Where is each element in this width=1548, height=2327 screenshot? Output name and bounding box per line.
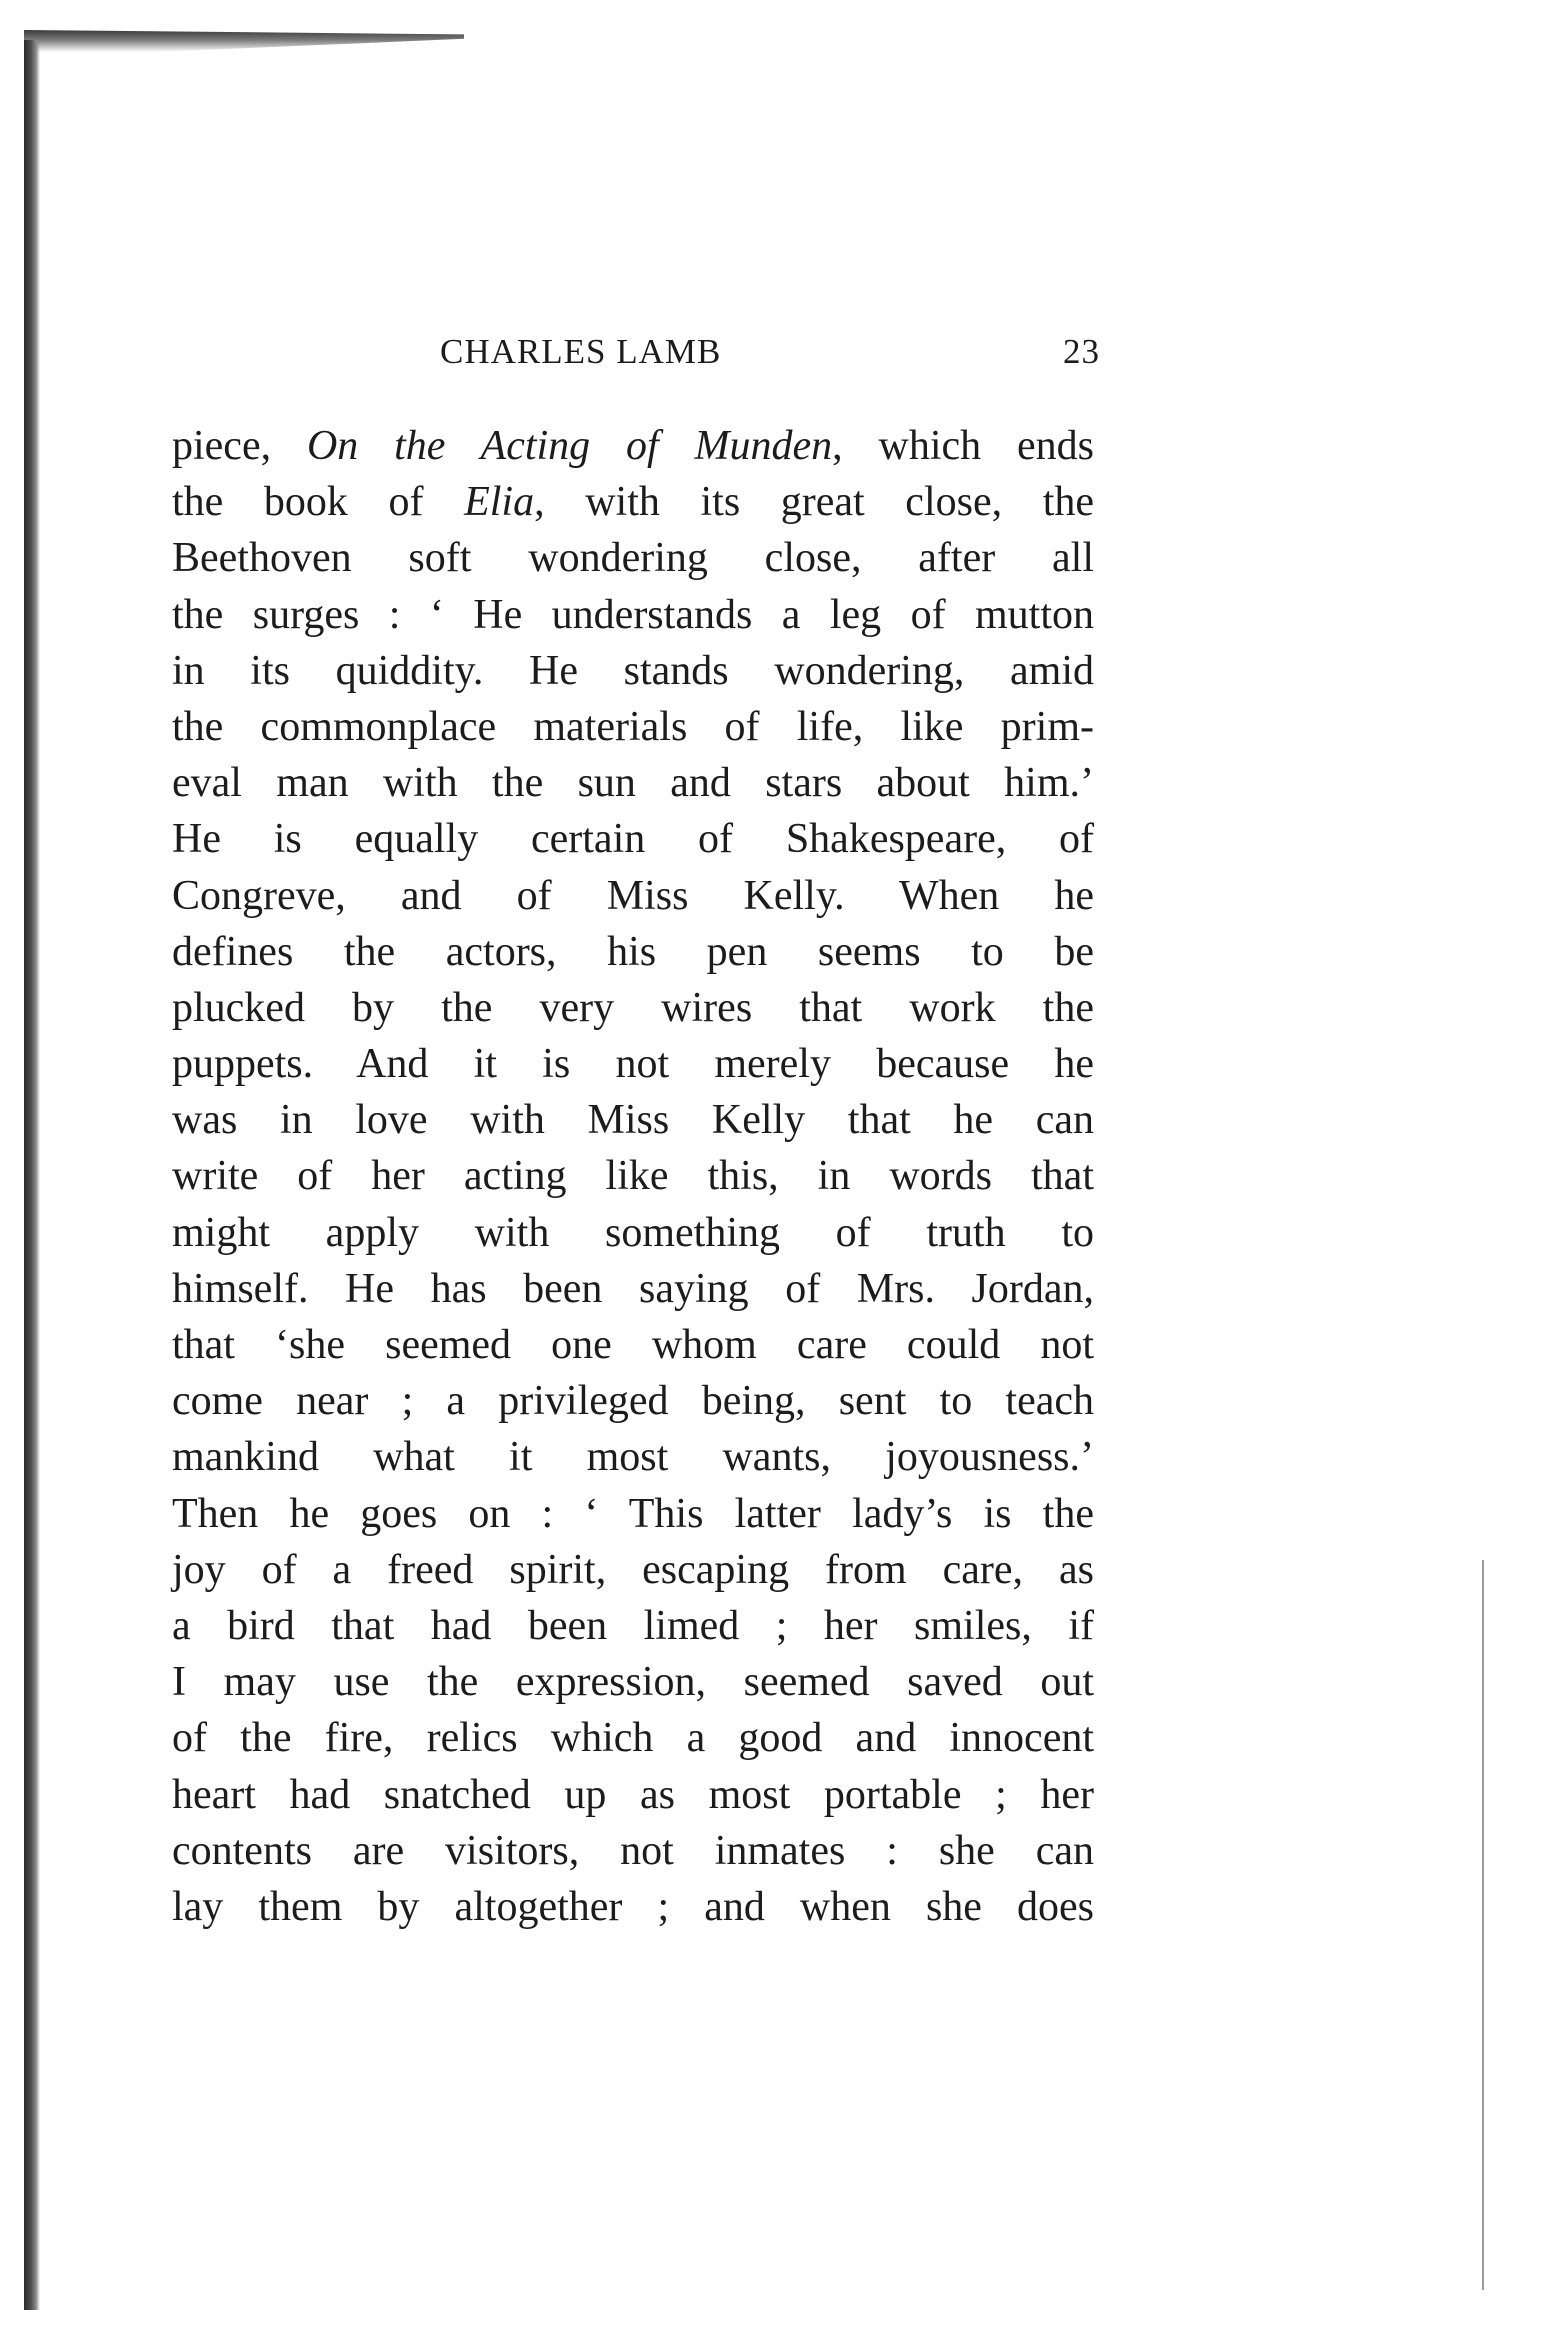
text-fragment: , which ends [832,423,1094,469]
work-title: On the Acting of Munden [306,423,833,469]
text-line [172,418,1094,474]
text-line: in its quiddity. He stands wondering, amid [172,647,1094,694]
text-line: I may use the expression, seemed saved out [172,1659,1094,1706]
text-line: of the fire, relics which a good and innocent [172,1715,1094,1762]
text-line: that ‘she seemed one whom care could not [172,1322,1094,1368]
text-line: the commonplace materials of life, like prim- [172,703,1094,750]
text-line: lay them by altogether ; and when she does [172,1883,1094,1930]
text-line [172,474,1094,530]
page-edge-line [1482,1560,1484,2290]
text-fragment: piece, [172,423,307,469]
text-fragment: , with its great close, the [534,479,1095,526]
page-number: 23 [1063,332,1100,371]
text-line: joy of a freed spirit, escaping from care, as [172,1546,1094,1593]
text-fragment: the book of [172,479,465,526]
running-head: CHARLES LAMB [440,332,722,371]
text-line: puppets. And it is not merely because he [172,1041,1094,1088]
text-line: was in love with Miss Kelly that he can [172,1097,1094,1144]
text-line: mankind what it most wants, joyousness.’ [172,1434,1094,1481]
text-line: defines the actors, his pen seems to be [172,928,1094,975]
text-line: heart had snatched up as most portable ; her [172,1771,1094,1818]
text-line: the surges : ‘ He understands a leg of mutton [172,591,1094,638]
text-line: Then he goes on : ‘ This latter lady’s is the [172,1490,1094,1537]
body-text [172,418,1094,1935]
text-line: contents are visitors, not inmates : she can [172,1827,1094,1874]
text-line: himself. He has been saying of Mrs. Jordan, [172,1265,1094,1312]
text-line: eval man with the sun and stars about him.’ [172,760,1094,807]
text-line: come near ; a privileged being, sent to teach [172,1378,1094,1425]
text-line: Congreve, and of Miss Kelly. When he [172,872,1094,919]
text-line: write of her acting like this, in words that [172,1153,1094,1200]
work-title: Elia [464,479,535,526]
text-line: Beethoven soft wondering close, after all [172,535,1094,582]
text-line: He is equally certain of Shakespeare, of [172,816,1094,863]
binding-shadow [24,40,40,2310]
text-line: plucked by the very wires that work the [172,984,1094,1031]
binding-shadow-top [24,30,464,52]
text-line: a bird that had been limed ; her smiles, if [172,1602,1094,1649]
page-header [440,332,1100,382]
text-line: might apply with something of truth to [172,1209,1094,1256]
